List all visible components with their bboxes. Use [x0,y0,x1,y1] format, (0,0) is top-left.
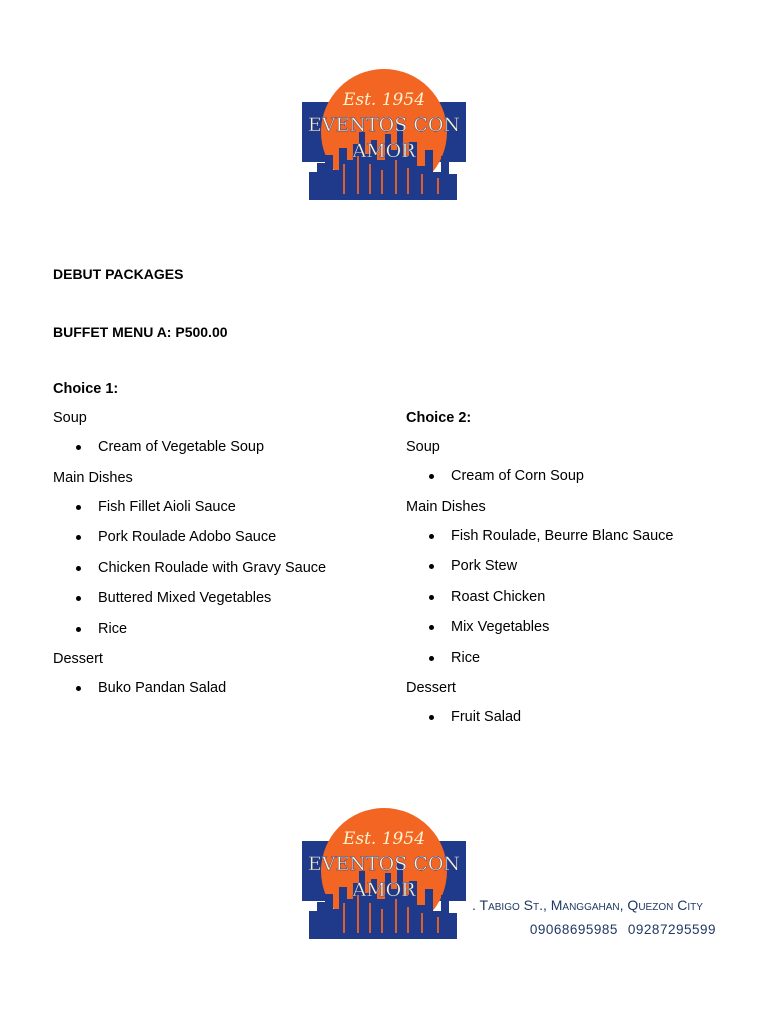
choice-2-dessert-label: Dessert [406,680,456,696]
footer-logo-name-line1: EVENTOS CON [307,853,461,875]
footer-address: . Tabigo St., Manggahan, Quezon City [472,897,703,913]
menu-heading: BUFFET MENU A: P500.00 [53,324,228,340]
list-item: Fish Fillet Aioli Sauce [53,499,393,530]
list-item: Cream of Vegetable Soup [53,439,393,470]
choice-1-main-list [53,499,393,652]
list-item: Rice [53,621,393,652]
choice-1-soup-label: Soup [53,410,87,426]
list-item: Buttered Mixed Vegetables [53,590,393,621]
list-item: Buko Pandan Salad [53,680,393,711]
choice-1-dessert-label: Dessert [53,651,103,667]
phone-number: 09287295599 [627,922,716,937]
company-logo [299,60,469,200]
list-item: Rice [406,650,746,681]
footer-logo [299,799,469,939]
list-item: Fruit Salad [406,709,746,740]
choice-2-soup-label: Soup [406,439,440,455]
list-item: Fish Roulade, Beurre Blanc Sauce [406,528,746,559]
choice-1-soup-list [53,439,393,470]
choice-1-dessert-list [53,680,393,711]
choice-2-main-list [406,528,746,681]
footer-logo-est-text: Est. 1954 [342,829,426,849]
logo-name-line2: AMOR [352,140,416,162]
footer-logo-name-line2: AMOR [352,879,416,901]
choice-1-column [53,381,393,711]
list-item: Chicken Roulade with Gravy Sauce [53,560,393,591]
choice-1-main-label: Main Dishes [53,469,133,486]
phone-number: 09068695985 [529,922,618,937]
list-item: Cream of Corn Soup [406,468,746,499]
logo-name-line1: EVENTOS CON [307,114,461,136]
list-item: Pork Roulade Adobo Sauce [53,529,393,560]
choice-2-dessert-list [406,709,746,740]
list-item: Pork Stew [406,558,746,589]
footer-phones [522,922,716,937]
choice-2-main-label: Main Dishes [406,498,486,515]
list-item: Mix Vegetables [406,619,746,650]
choice-1-title: Choice 1: [53,381,119,397]
footer-logo-graphic [299,799,469,939]
choice-2-column [406,410,746,740]
logo-est-text: Est. 1954 [342,90,426,110]
list-item: Roast Chicken [406,589,746,620]
logo-graphic [299,60,469,200]
choice-2-title: Choice 2: [406,410,472,426]
choice-2-soup-list [406,468,746,499]
document-title: DEBUT PACKAGES [53,266,184,282]
